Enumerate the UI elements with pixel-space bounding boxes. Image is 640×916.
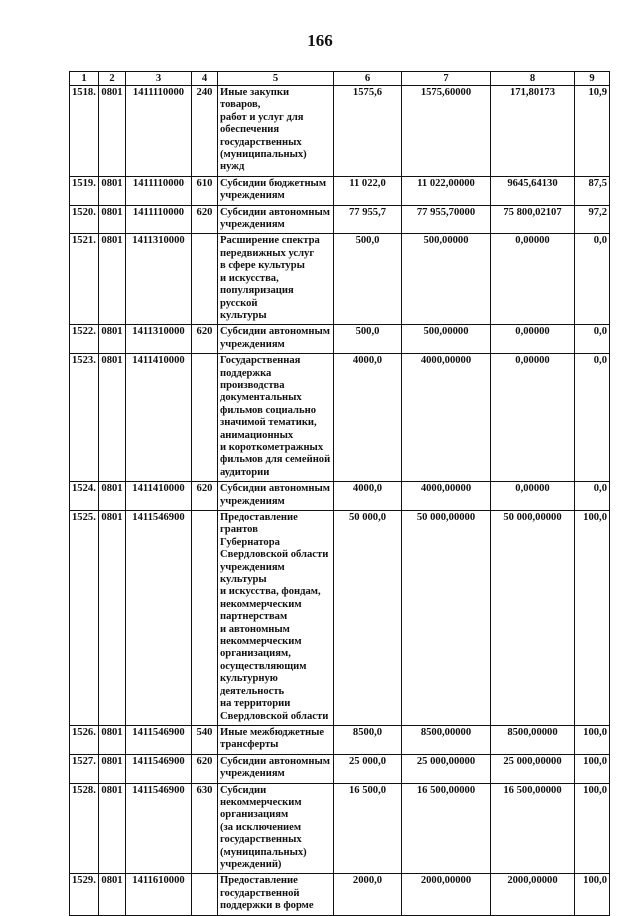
column-header: 2	[99, 72, 126, 86]
section-code-cell: 0801	[99, 86, 126, 177]
expense-type-cell	[192, 511, 218, 726]
expense-type-cell: 620	[192, 205, 218, 234]
table-body	[70, 86, 610, 916]
description-line: некоммерческим	[220, 796, 302, 808]
approved-amount-cell: 8500,00000	[402, 725, 491, 754]
executed-amount-cell: 8500,00000	[491, 725, 575, 754]
section-code-cell: 0801	[99, 783, 126, 874]
column-header: 9	[575, 72, 610, 86]
executed-amount-cell: 16 500,00000	[491, 783, 575, 874]
description-line: Иные закупки товаров,	[220, 87, 290, 111]
description-line: Субсидии автономным	[220, 483, 330, 495]
section-code-cell: 0801	[99, 205, 126, 234]
description-line: некоммерческим	[220, 598, 302, 610]
target-article-cell: 1411110000	[126, 205, 192, 234]
column-header: 4	[192, 72, 218, 86]
description-cell	[218, 783, 334, 874]
description-line: на территории	[220, 698, 291, 710]
plan-amount-cell: 2000,0	[334, 874, 402, 915]
table-row	[70, 511, 610, 726]
percent-cell: 87,5	[575, 176, 610, 205]
header-row	[70, 72, 610, 86]
description-line: учреждениям	[220, 495, 285, 507]
percent-cell: 100,0	[575, 783, 610, 874]
column-header: 3	[126, 72, 192, 86]
description-line: Субсидии бюджетным	[220, 177, 327, 189]
column-header: 8	[491, 72, 575, 86]
percent-cell: 100,0	[575, 511, 610, 726]
description-line: культуры	[220, 309, 267, 321]
row-number-cell: 1521.	[70, 234, 99, 325]
description-line: Свердловской области	[220, 710, 329, 722]
description-cell	[218, 205, 334, 234]
approved-amount-cell: 2000,00000	[402, 874, 491, 915]
section-code-cell: 0801	[99, 176, 126, 205]
target-article-cell: 1411110000	[126, 86, 192, 177]
description-line: учреждениям культуры	[220, 561, 285, 586]
plan-amount-cell: 500,0	[334, 234, 402, 325]
expense-type-cell: 620	[192, 325, 218, 354]
column-header: 6	[334, 72, 402, 86]
approved-amount-cell: 77 955,70000	[402, 205, 491, 234]
row-number-cell: 1524.	[70, 482, 99, 511]
section-code-cell: 0801	[99, 325, 126, 354]
row-number-cell: 1528.	[70, 783, 99, 874]
executed-amount-cell: 0,00000	[491, 482, 575, 511]
target-article-cell: 1411310000	[126, 325, 192, 354]
plan-amount-cell: 25 000,0	[334, 754, 402, 783]
approved-amount-cell: 50 000,00000	[402, 511, 491, 726]
description-line: учреждений)	[220, 858, 282, 870]
section-code-cell: 0801	[99, 874, 126, 915]
percent-cell: 0,0	[575, 354, 610, 482]
description-cell	[218, 725, 334, 754]
description-line: работ и услуг для	[220, 111, 304, 123]
plan-amount-cell: 77 955,7	[334, 205, 402, 234]
section-code-cell: 0801	[99, 234, 126, 325]
target-article-cell: 1411310000	[126, 234, 192, 325]
executed-amount-cell: 0,00000	[491, 325, 575, 354]
description-cell	[218, 176, 334, 205]
description-line: Субсидии автономным	[220, 755, 330, 767]
target-article-cell: 1411546900	[126, 783, 192, 874]
executed-amount-cell: 171,80173	[491, 86, 575, 177]
section-code-cell: 0801	[99, 754, 126, 783]
expense-type-cell: 620	[192, 482, 218, 511]
description-line: фильмов социально	[220, 404, 317, 416]
table-row	[70, 234, 610, 325]
description-line: передвижных услуг	[220, 247, 315, 259]
expense-type-cell: 620	[192, 754, 218, 783]
description-line: некоммерческим	[220, 636, 302, 648]
description-line: Расширение спектра	[220, 235, 320, 247]
target-article-cell: 1411410000	[126, 482, 192, 511]
table-row	[70, 325, 610, 354]
table-row	[70, 354, 610, 482]
description-line: популяризация русской	[220, 285, 294, 309]
table-row	[70, 783, 610, 874]
row-number-cell: 1525.	[70, 511, 99, 726]
description-line: и искусства,	[220, 272, 279, 284]
plan-amount-cell: 1575,6	[334, 86, 402, 177]
description-line: (муниципальных)	[220, 846, 307, 858]
expense-type-cell: 630	[192, 783, 218, 874]
description-line: в сфере культуры	[220, 260, 305, 272]
approved-amount-cell: 500,00000	[402, 234, 491, 325]
expense-type-cell: 240	[192, 86, 218, 177]
description-line: Субсидии автономным	[220, 326, 330, 338]
approved-amount-cell: 11 022,00000	[402, 176, 491, 205]
executed-amount-cell: 0,00000	[491, 234, 575, 325]
percent-cell: 100,0	[575, 754, 610, 783]
description-line: и короткометражных	[220, 441, 324, 453]
description-line: (за исключением	[220, 821, 302, 833]
row-number-cell: 1527.	[70, 754, 99, 783]
description-cell	[218, 325, 334, 354]
description-line: поддержки в форме	[220, 900, 314, 912]
percent-cell: 97,2	[575, 205, 610, 234]
description-line: организациям	[220, 809, 289, 821]
description-line: фильмов для семейной	[220, 454, 331, 466]
description-line: значимой тематики,	[220, 417, 317, 429]
description-line: анимационных	[220, 429, 294, 441]
section-code-cell: 0801	[99, 511, 126, 726]
row-number-cell: 1522.	[70, 325, 99, 354]
description-line: деятельность	[220, 685, 285, 697]
approved-amount-cell: 25 000,00000	[402, 754, 491, 783]
description-line: государственной	[220, 887, 300, 899]
expense-type-cell	[192, 234, 218, 325]
column-header: 7	[402, 72, 491, 86]
executed-amount-cell: 9645,64130	[491, 176, 575, 205]
approved-amount-cell: 500,00000	[402, 325, 491, 354]
description-line: (муниципальных) нужд	[220, 149, 307, 173]
row-number-cell: 1526.	[70, 725, 99, 754]
approved-amount-cell: 16 500,00000	[402, 783, 491, 874]
row-number-cell: 1529.	[70, 874, 99, 915]
expense-type-cell: 610	[192, 176, 218, 205]
column-header: 1	[70, 72, 99, 86]
plan-amount-cell: 4000,0	[334, 482, 402, 511]
approved-amount-cell: 4000,00000	[402, 482, 491, 511]
executed-amount-cell: 0,00000	[491, 354, 575, 482]
description-line: учреждениям	[220, 190, 285, 202]
percent-cell: 100,0	[575, 725, 610, 754]
description-line: учреждениям	[220, 768, 285, 780]
table-row	[70, 205, 610, 234]
section-code-cell: 0801	[99, 354, 126, 482]
table-row	[70, 86, 610, 177]
table-row	[70, 874, 610, 915]
plan-amount-cell: 11 022,0	[334, 176, 402, 205]
executed-amount-cell: 75 800,02107	[491, 205, 575, 234]
percent-cell: 10,9	[575, 86, 610, 177]
description-cell	[218, 86, 334, 177]
executed-amount-cell: 25 000,00000	[491, 754, 575, 783]
target-article-cell: 1411110000	[126, 176, 192, 205]
target-article-cell: 1411410000	[126, 354, 192, 482]
description-line: и автономным	[220, 623, 290, 635]
executed-amount-cell: 50 000,00000	[491, 511, 575, 726]
table-row	[70, 176, 610, 205]
percent-cell: 0,0	[575, 325, 610, 354]
description-line: трансферты	[220, 739, 279, 751]
description-line: Государственная	[220, 355, 301, 367]
expense-type-cell	[192, 874, 218, 915]
target-article-cell: 1411546900	[126, 511, 192, 726]
description-line: учреждениям	[220, 338, 285, 350]
description-line: культурную	[220, 673, 278, 685]
row-number-cell: 1523.	[70, 354, 99, 482]
expense-type-cell: 540	[192, 725, 218, 754]
target-article-cell: 1411610000	[126, 874, 192, 915]
row-number-cell: 1519.	[70, 176, 99, 205]
budget-table	[69, 71, 610, 916]
section-code-cell: 0801	[99, 482, 126, 511]
description-line: Предоставление	[220, 875, 298, 887]
description-line: и искусства, фондам,	[220, 586, 321, 598]
percent-cell: 0,0	[575, 482, 610, 511]
description-line: учреждениям	[220, 219, 285, 231]
percent-cell: 100,0	[575, 874, 610, 915]
description-line: осуществляющим	[220, 660, 307, 672]
plan-amount-cell: 500,0	[334, 325, 402, 354]
description-cell	[218, 234, 334, 325]
target-article-cell: 1411546900	[126, 754, 192, 783]
description-line: Губернатора	[220, 536, 280, 548]
table-row	[70, 725, 610, 754]
description-line: Предоставление грантов	[220, 512, 298, 536]
description-cell	[218, 511, 334, 726]
row-number-cell: 1520.	[70, 205, 99, 234]
description-line: Субсидии	[220, 784, 267, 796]
expense-type-cell	[192, 354, 218, 482]
description-line: обеспечения	[220, 124, 280, 136]
description-cell	[218, 482, 334, 511]
description-line: Субсидии автономным	[220, 206, 330, 218]
approved-amount-cell: 1575,60000	[402, 86, 491, 177]
plan-amount-cell: 50 000,0	[334, 511, 402, 726]
description-line: государственных	[220, 136, 302, 148]
percent-cell: 0,0	[575, 234, 610, 325]
section-code-cell: 0801	[99, 725, 126, 754]
table-row	[70, 482, 610, 511]
table-row	[70, 754, 610, 783]
description-line: государственных	[220, 834, 302, 846]
executed-amount-cell: 2000,00000	[491, 874, 575, 915]
approved-amount-cell: 4000,00000	[402, 354, 491, 482]
plan-amount-cell: 16 500,0	[334, 783, 402, 874]
description-line: Иные межбюджетные	[220, 726, 325, 738]
plan-amount-cell: 8500,0	[334, 725, 402, 754]
description-cell	[218, 754, 334, 783]
table-header	[70, 72, 610, 86]
plan-amount-cell: 4000,0	[334, 354, 402, 482]
page-number: 166	[307, 31, 333, 50]
description-line: аудитории	[220, 466, 270, 478]
target-article-cell: 1411546900	[126, 725, 192, 754]
description-line: производства	[220, 379, 285, 391]
description-line: организациям,	[220, 648, 291, 660]
description-cell	[218, 874, 334, 915]
column-header: 5	[218, 72, 334, 86]
row-number-cell: 1518.	[70, 86, 99, 177]
description-line: Свердловской области	[220, 549, 329, 561]
description-cell	[218, 354, 334, 482]
description-line: документальных	[220, 392, 302, 404]
description-line: партнерствам	[220, 611, 288, 623]
description-line: поддержка	[220, 367, 272, 379]
